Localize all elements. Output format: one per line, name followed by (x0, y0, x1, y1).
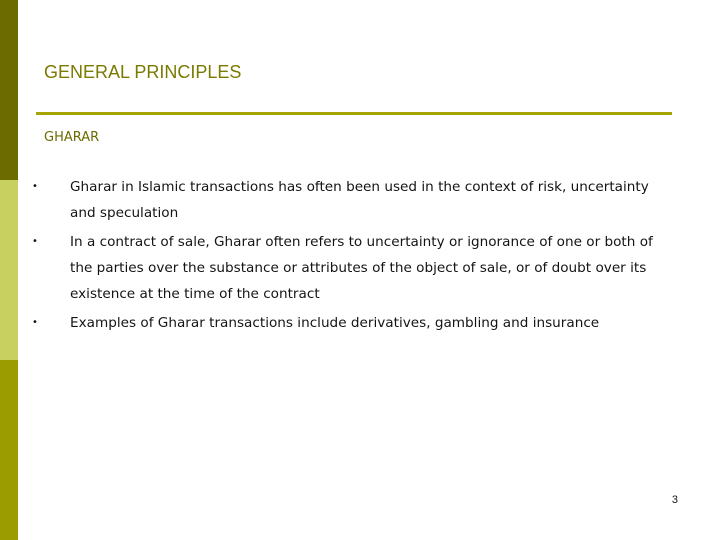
bullet-text: Examples of Gharar transactions include derivatives, gambling and insurance (70, 315, 600, 331)
title-divider (36, 112, 672, 115)
side-band-bottom (0, 360, 18, 540)
bullet-text: Gharar in Islamic transactions has often been used in the context of risk, uncertainty and speculation (70, 179, 649, 221)
bullet-icon: • (32, 317, 38, 328)
bullet-text: In a contract of sale, Gharar often refers to uncertainty or ignorance of one or both of the parties over the substance or attributes of the object of sale, or of doubt over its existence at the time of the contract (70, 234, 653, 302)
slide-title: GENERAL PRINCIPLES (44, 62, 242, 82)
slide-subtitle: GHARAR (44, 130, 100, 145)
side-band-middle (0, 180, 18, 360)
bullet-icon: • (32, 181, 38, 192)
page-number: 3 (671, 494, 678, 506)
bullet-icon: • (32, 236, 38, 247)
bullet-item (32, 174, 672, 226)
bullet-item (32, 310, 672, 336)
bullet-item (32, 229, 672, 307)
bullet-list (32, 174, 672, 339)
side-band-top (0, 0, 18, 180)
